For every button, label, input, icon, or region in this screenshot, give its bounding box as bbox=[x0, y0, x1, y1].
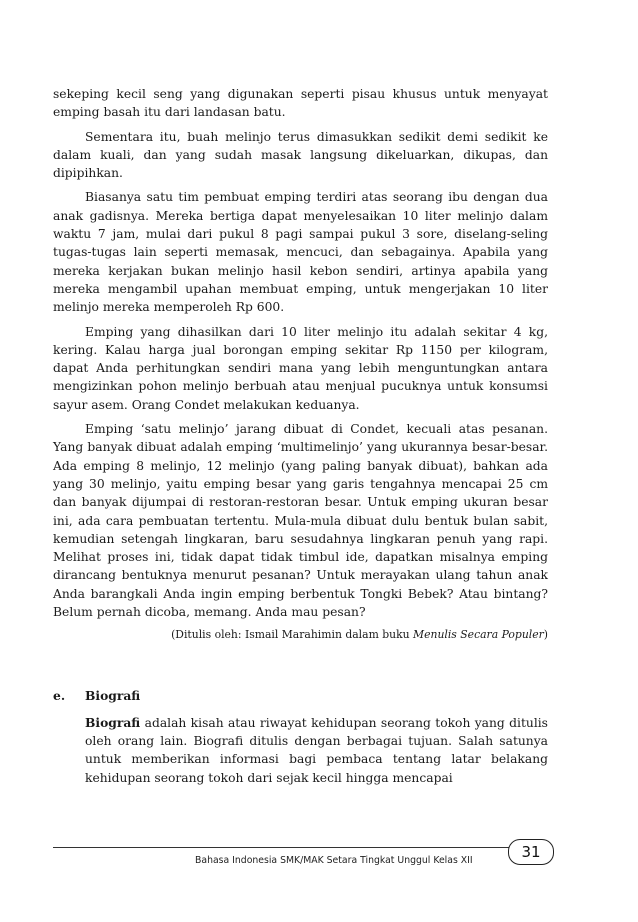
paragraph-melinjo-kuali: Sementara itu, buah melinjo terus dimasukkan sedikit demi sedikit ke dalam kuali, dan yang sudah masak langsung dikeluarkan, dikupas, dan dipipihkan. bbox=[53, 129, 548, 181]
citation-suffix: ) bbox=[543, 628, 548, 642]
paragraph-continued: sekeping kecil seng yang digunakan seperti pisau khusus untuk menyayat emping basah itu dari landasan batu. bbox=[53, 87, 548, 120]
section-title: Biografi bbox=[85, 688, 141, 704]
paragraph-hasil-emping: Emping yang dihasilkan dari 10 liter melinjo itu adalah sekitar 4 kg, kering. Kalau harga jual borongan emping sekitar Rp 1150 per kilogram, dapat Anda perhitungkan sendiri mana yang lebih menguntungkan antara mengizinkan pohon melinjo berbuah atau menjual pucuknya untuk konsumsi sayur asem. Orang Condet melakukan keduanya. bbox=[53, 324, 548, 412]
footer-divider bbox=[53, 847, 513, 848]
section-letter: e. bbox=[53, 688, 66, 704]
section-body bbox=[85, 714, 548, 787]
citation bbox=[53, 627, 548, 643]
section-text: adalah kisah atau riwayat kehidupan seorang tokoh yang ditulis oleh orang lain. Biografi ditulis dengan berbagai tujuan. Salah satunya untuk memberikan informasi bagi pembaca tentang latar belakang kehidupan seorang tokoh dari sejak kecil hingga mencapai bbox=[85, 715, 548, 785]
footer-book-title: Bahasa Indonesia SMK/MAK Setara Tingkat Unggul Kelas XII bbox=[195, 855, 473, 866]
page-footer bbox=[53, 843, 553, 873]
paragraph-tim-pembuat: Biasanya satu tim pembuat emping terdiri atas seorang ibu dengan dua anak gadisnya. Mereka bertiga dapat menyelesaikan 10 liter melinjo dalam waktu 7 jam, mulai dari pukul 8 pagi sampai pukul 3 sore, diselang-seling tugas-tugas lain seperti memasak, mencuci, dan sebagainya. Apabila yang mereka kerjakan bukan melinjo hasil kebon sendiri, artinya apabila yang mereka mengambil upahan membuat emping, untuk mengerjakan 10 liter melinjo mereka memperoleh Rp 600. bbox=[53, 190, 548, 315]
page-content bbox=[53, 85, 548, 793]
page-number: 31 bbox=[508, 839, 554, 865]
citation-prefix: (Ditulis oleh: Ismail Marahimin dalam buku bbox=[171, 628, 414, 642]
paragraph-emping-multimelinjo: Emping ‘satu melinjo’ jarang dibuat di Condet, kecuali atas pesanan. Yang banyak dibuat adalah emping ‘multimelinjo’ yang ukurannya besar-besar. Ada emping 8 melinjo, 12 melinjo (yang paling banyak dibuat), bahkan ada yang 30 melinjo, yaitu emping besar yang garis tengahnya mencapai 25 cm dan banyak dijumpai di restoran-restoran besar. Untuk emping ukuran besar ini, ada cara pembuatan tertentu. Mula-mula dibuat dulu bentuk bulan sabit, kemudian setengah lingkaran, baru sesudahnya lingkaran penuh yang rapi. Melihat proses ini, tidak dapat tidak timbul ide, dapatkan misalnya emping dirancang bentuknya menurut pesanan? Untuk merayakan ulang tahun anak Anda barangkali Anda ingin emping berbentuk Tongki Bebek? Atau bintang? Belum pernah dicoba, memang. Anda mau pesan? bbox=[53, 422, 548, 620]
section-term: Biografi bbox=[85, 714, 141, 730]
citation-book-title: Menulis Secara Populer bbox=[413, 628, 544, 642]
section-heading bbox=[53, 687, 548, 705]
